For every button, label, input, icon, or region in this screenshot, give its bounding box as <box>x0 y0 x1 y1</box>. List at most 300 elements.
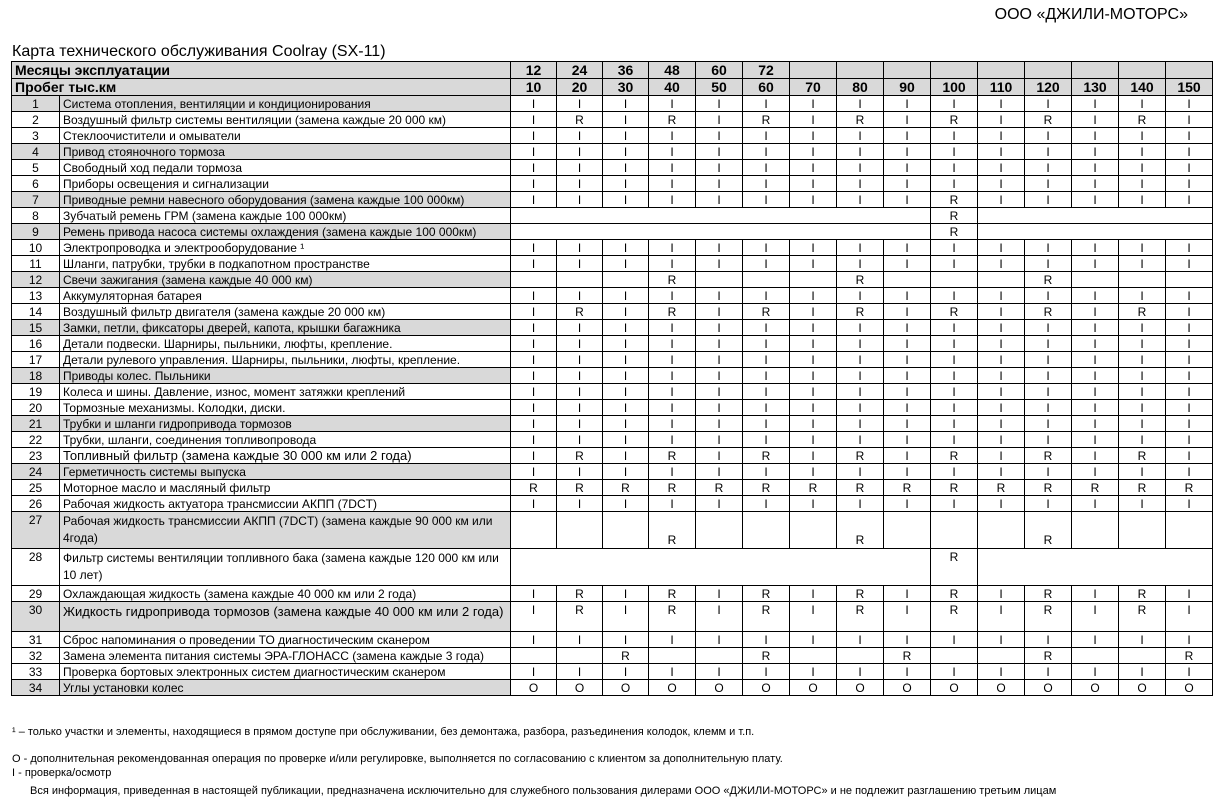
schedule-cell: I <box>1025 664 1072 680</box>
schedule-cell: I <box>511 144 557 160</box>
schedule-cell: R <box>978 480 1025 496</box>
schedule-cell: I <box>649 368 696 384</box>
months-value: 60 <box>696 62 743 79</box>
schedule-cell <box>790 512 837 549</box>
schedule-cell: I <box>1166 352 1213 368</box>
schedule-cell <box>557 512 603 549</box>
row-number: 14 <box>12 304 60 320</box>
schedule-cell: I <box>790 448 837 464</box>
months-value <box>1072 62 1119 79</box>
row-number: 11 <box>12 256 60 272</box>
schedule-cell: I <box>603 160 649 176</box>
table-row <box>12 432 1213 448</box>
schedule-cell <box>511 648 557 664</box>
schedule-cell: I <box>557 632 603 648</box>
schedule-cell: I <box>978 240 1025 256</box>
schedule-cell: I <box>837 336 884 352</box>
schedule-cell: I <box>790 368 837 384</box>
row-description: Ремень привода насоса системы охлаждения (замена каждые 100 000км) <box>60 224 511 240</box>
schedule-cell: I <box>511 496 557 512</box>
schedule-cell: I <box>1119 416 1166 432</box>
schedule-cell: I <box>790 192 837 208</box>
mileage-value: 80 <box>837 79 884 96</box>
schedule-cell: R <box>884 648 931 664</box>
months-value: 12 <box>511 62 557 79</box>
schedule-cell: I <box>1072 256 1119 272</box>
schedule-cell: I <box>1072 192 1119 208</box>
schedule-cell <box>1072 512 1119 549</box>
months-value: 36 <box>603 62 649 79</box>
schedule-cell: I <box>743 416 790 432</box>
schedule-cell: I <box>1166 586 1213 602</box>
schedule-cell: I <box>1119 288 1166 304</box>
schedule-cell: I <box>931 432 978 448</box>
schedule-cell: I <box>931 256 978 272</box>
schedule-cell: I <box>557 320 603 336</box>
schedule-cell: I <box>743 320 790 336</box>
schedule-cell: I <box>603 400 649 416</box>
table-row <box>12 586 1213 602</box>
schedule-cell: I <box>1072 602 1119 632</box>
schedule-cell-100: R <box>931 224 978 240</box>
schedule-cell: I <box>696 632 743 648</box>
row-number: 22 <box>12 432 60 448</box>
schedule-cell: R <box>1166 648 1213 664</box>
schedule-cell: I <box>696 400 743 416</box>
table-row <box>12 368 1213 384</box>
row-number: 26 <box>12 496 60 512</box>
months-value <box>1119 62 1166 79</box>
row-description: Моторное масло и масляный фильтр <box>60 480 511 496</box>
schedule-cell: I <box>931 496 978 512</box>
schedule-cell: R <box>743 448 790 464</box>
schedule-cell: I <box>837 384 884 400</box>
schedule-cell: I <box>1166 400 1213 416</box>
schedule-cell: I <box>743 288 790 304</box>
schedule-cell: R <box>603 480 649 496</box>
schedule-cell: R <box>931 448 978 464</box>
schedule-cell: I <box>884 586 931 602</box>
schedule-cell: I <box>1025 96 1072 112</box>
schedule-cell: I <box>884 368 931 384</box>
schedule-cell: R <box>931 304 978 320</box>
schedule-cell: R <box>837 586 884 602</box>
schedule-cell: R <box>511 480 557 496</box>
schedule-cell: I <box>649 128 696 144</box>
schedule-cell: I <box>1166 160 1213 176</box>
schedule-cell: I <box>511 176 557 192</box>
schedule-cell: I <box>743 336 790 352</box>
schedule-cell: R <box>931 586 978 602</box>
schedule-cell: I <box>884 320 931 336</box>
table-row <box>12 680 1213 696</box>
schedule-cell: I <box>696 368 743 384</box>
schedule-cell: I <box>557 432 603 448</box>
schedule-cell: I <box>649 400 696 416</box>
schedule-cell: I <box>603 112 649 128</box>
row-description: Сброс напоминания о проведении ТО диагностическим сканером <box>60 632 511 648</box>
row-number: 8 <box>12 208 60 224</box>
schedule-cell: I <box>1166 288 1213 304</box>
schedule-cell: I <box>511 160 557 176</box>
schedule-cell: I <box>790 128 837 144</box>
schedule-cell: I <box>978 144 1025 160</box>
schedule-cell: I <box>1119 384 1166 400</box>
schedule-cell: I <box>978 400 1025 416</box>
months-value <box>1025 62 1072 79</box>
schedule-cell: I <box>649 632 696 648</box>
schedule-cell: I <box>931 320 978 336</box>
schedule-cell: I <box>978 416 1025 432</box>
schedule-cell: I <box>884 192 931 208</box>
mileage-value: 130 <box>1072 79 1119 96</box>
schedule-cell: I <box>1166 496 1213 512</box>
schedule-cell: I <box>696 304 743 320</box>
schedule-cell: I <box>649 320 696 336</box>
disclaimer: Вся информация, приведенная в настоящей публикации, предназначена исключительно для служебного пользования дилерами ООО «ДЖИЛИ-МОТОРС» и не подлежит разглашению третьим лицам <box>30 785 1057 797</box>
schedule-cell: I <box>511 664 557 680</box>
schedule-cell: I <box>743 240 790 256</box>
table-row <box>12 664 1213 680</box>
schedule-cell: I <box>978 384 1025 400</box>
mileage-value: 120 <box>1025 79 1072 96</box>
schedule-cell: I <box>1166 432 1213 448</box>
schedule-cell: I <box>696 112 743 128</box>
schedule-cell: R <box>1025 480 1072 496</box>
table-row <box>12 602 1213 632</box>
schedule-cell <box>743 512 790 549</box>
schedule-cell <box>696 512 743 549</box>
schedule-cell: I <box>1025 336 1072 352</box>
schedule-cell: I <box>1166 128 1213 144</box>
schedule-cell: I <box>743 400 790 416</box>
schedule-cell: I <box>884 144 931 160</box>
schedule-cell: I <box>884 464 931 480</box>
merged-empty-cell <box>511 208 931 224</box>
mileage-value: 150 <box>1166 79 1213 96</box>
schedule-cell: I <box>884 384 931 400</box>
schedule-cell: I <box>1119 240 1166 256</box>
schedule-cell: I <box>1072 304 1119 320</box>
row-number: 18 <box>12 368 60 384</box>
months-value <box>931 62 978 79</box>
schedule-cell: I <box>884 96 931 112</box>
schedule-cell: I <box>603 336 649 352</box>
row-number: 4 <box>12 144 60 160</box>
schedule-cell: I <box>978 602 1025 632</box>
schedule-cell: I <box>1119 352 1166 368</box>
footnote: ¹ – только участки и элементы, находящиеся в прямом доступе при обслуживании, без демонтажа, разбора, разъединения колодок, клемм и т.п. <box>12 726 755 738</box>
schedule-cell: R <box>931 602 978 632</box>
schedule-cell: I <box>743 176 790 192</box>
merged-empty-cell <box>511 549 931 586</box>
schedule-cell: I <box>696 240 743 256</box>
schedule-cell: I <box>1166 176 1213 192</box>
row-description: Детали подвески. Шарниры, пыльники, люфты, крепление. <box>60 336 511 352</box>
schedule-cell: I <box>790 602 837 632</box>
schedule-cell: I <box>649 432 696 448</box>
schedule-cell: R <box>557 602 603 632</box>
schedule-cell: R <box>649 602 696 632</box>
schedule-cell <box>790 648 837 664</box>
row-description: Рабочая жидкость актуатора трансмиссии АКПП (7DCT) <box>60 496 511 512</box>
months-value <box>837 62 884 79</box>
schedule-cell: I <box>743 128 790 144</box>
schedule-cell: I <box>649 288 696 304</box>
row-description: Свободный ход педали тормоза <box>60 160 511 176</box>
schedule-cell: I <box>1119 96 1166 112</box>
schedule-cell: I <box>1025 496 1072 512</box>
schedule-cell: I <box>603 128 649 144</box>
schedule-cell <box>1119 512 1166 549</box>
schedule-cell: I <box>1072 336 1119 352</box>
schedule-cell: R <box>1025 112 1072 128</box>
schedule-cell: R <box>1119 304 1166 320</box>
schedule-cell: I <box>649 664 696 680</box>
schedule-cell: I <box>790 176 837 192</box>
schedule-cell: R <box>1119 480 1166 496</box>
table-row <box>12 272 1213 288</box>
schedule-cell: I <box>696 176 743 192</box>
row-description: Углы установки колес <box>60 680 511 696</box>
schedule-cell: I <box>1025 352 1072 368</box>
schedule-cell: O <box>931 680 978 696</box>
schedule-cell: I <box>603 304 649 320</box>
schedule-cell: I <box>1119 160 1166 176</box>
schedule-cell: I <box>931 240 978 256</box>
row-number: 24 <box>12 464 60 480</box>
schedule-cell: I <box>649 144 696 160</box>
schedule-cell: I <box>931 384 978 400</box>
schedule-cell: R <box>1025 648 1072 664</box>
schedule-cell: I <box>511 288 557 304</box>
months-value: 24 <box>557 62 603 79</box>
schedule-cell: I <box>511 352 557 368</box>
schedule-cell: I <box>743 384 790 400</box>
schedule-cell: R <box>743 304 790 320</box>
schedule-cell: I <box>884 352 931 368</box>
schedule-cell: I <box>1025 400 1072 416</box>
schedule-cell: I <box>1025 416 1072 432</box>
row-description: Трубки, шланги, соединения топливопровода <box>60 432 511 448</box>
schedule-cell: I <box>696 144 743 160</box>
schedule-cell: I <box>649 496 696 512</box>
schedule-cell: I <box>1025 240 1072 256</box>
row-number: 27 <box>12 512 60 549</box>
row-description: Приводы колес. Пыльники <box>60 368 511 384</box>
months-value <box>884 62 931 79</box>
schedule-cell: I <box>1119 336 1166 352</box>
schedule-cell <box>931 648 978 664</box>
schedule-cell: I <box>511 632 557 648</box>
schedule-cell: I <box>603 384 649 400</box>
schedule-cell: R <box>837 602 884 632</box>
schedule-cell: I <box>603 416 649 432</box>
schedule-cell: I <box>884 128 931 144</box>
schedule-cell: I <box>511 368 557 384</box>
schedule-cell: I <box>931 352 978 368</box>
row-description: Жидкость гидропривода тормозов (замена каждые 40 000 км или 2 года) <box>60 602 511 632</box>
schedule-cell: R <box>1119 586 1166 602</box>
row-description: Свечи зажигания (замена каждые 40 000 км) <box>60 272 511 288</box>
row-number: 13 <box>12 288 60 304</box>
row-description: Охлаждающая жидкость (замена каждые 40 000 км или 2 года) <box>60 586 511 602</box>
table-row <box>12 192 1213 208</box>
schedule-cell: O <box>649 680 696 696</box>
row-number: 34 <box>12 680 60 696</box>
schedule-cell: I <box>603 192 649 208</box>
schedule-cell: I <box>790 96 837 112</box>
schedule-cell: I <box>1025 176 1072 192</box>
schedule-cell: I <box>696 256 743 272</box>
schedule-cell: I <box>1119 144 1166 160</box>
schedule-cell: I <box>1166 464 1213 480</box>
schedule-cell: I <box>790 496 837 512</box>
schedule-cell: I <box>978 352 1025 368</box>
row-number: 28 <box>12 549 60 586</box>
table-row <box>12 448 1213 464</box>
schedule-cell: R <box>649 304 696 320</box>
schedule-cell: I <box>884 400 931 416</box>
schedule-cell: I <box>978 304 1025 320</box>
schedule-cell: O <box>1072 680 1119 696</box>
schedule-cell: I <box>1072 432 1119 448</box>
schedule-cell: I <box>743 352 790 368</box>
row-description: Герметичность системы выпуска <box>60 464 511 480</box>
schedule-cell: I <box>931 288 978 304</box>
schedule-cell: I <box>790 352 837 368</box>
schedule-cell: I <box>557 144 603 160</box>
row-number: 17 <box>12 352 60 368</box>
schedule-cell: I <box>884 304 931 320</box>
schedule-cell: I <box>557 352 603 368</box>
schedule-cell: I <box>1025 128 1072 144</box>
schedule-cell: O <box>790 680 837 696</box>
row-description: Проверка бортовых электронных систем диагностическим сканером <box>60 664 511 680</box>
schedule-cell: I <box>978 288 1025 304</box>
schedule-cell <box>743 272 790 288</box>
schedule-cell: I <box>1025 192 1072 208</box>
schedule-cell: I <box>557 96 603 112</box>
merged-empty-cell <box>978 224 1213 240</box>
schedule-cell: R <box>649 448 696 464</box>
schedule-cell: R <box>743 480 790 496</box>
schedule-cell: R <box>557 448 603 464</box>
schedule-cell: I <box>1072 320 1119 336</box>
schedule-cell: I <box>790 384 837 400</box>
schedule-cell: I <box>1072 176 1119 192</box>
row-number: 15 <box>12 320 60 336</box>
schedule-cell: R <box>743 112 790 128</box>
schedule-cell: I <box>511 96 557 112</box>
schedule-cell: R <box>557 586 603 602</box>
schedule-cell: R <box>884 480 931 496</box>
schedule-cell-100: R <box>931 549 978 586</box>
schedule-cell: I <box>557 368 603 384</box>
schedule-cell <box>511 512 557 549</box>
schedule-cell: I <box>1072 448 1119 464</box>
schedule-cell <box>511 272 557 288</box>
schedule-cell: I <box>978 448 1025 464</box>
table-row <box>12 176 1213 192</box>
row-description: Воздушный фильтр системы вентиляции (замена каждые 20 000 км) <box>60 112 511 128</box>
schedule-cell: I <box>790 664 837 680</box>
schedule-cell: I <box>1166 320 1213 336</box>
schedule-cell: I <box>837 664 884 680</box>
schedule-cell: I <box>931 416 978 432</box>
schedule-cell <box>1072 272 1119 288</box>
schedule-cell: I <box>837 400 884 416</box>
schedule-cell: I <box>511 586 557 602</box>
row-number: 7 <box>12 192 60 208</box>
schedule-cell <box>884 272 931 288</box>
row-description: Детали рулевого управления. Шарниры, пыльники, люфты, крепление. <box>60 352 511 368</box>
schedule-cell: I <box>511 432 557 448</box>
schedule-cell: I <box>1072 112 1119 128</box>
schedule-cell: I <box>884 496 931 512</box>
schedule-cell: I <box>837 240 884 256</box>
schedule-cell: I <box>557 128 603 144</box>
row-description: Замена элемента питания системы ЭРА-ГЛОНАСС (замена каждые 3 года) <box>60 648 511 664</box>
schedule-cell: I <box>837 288 884 304</box>
schedule-cell: I <box>1119 632 1166 648</box>
schedule-cell: R <box>649 512 696 549</box>
schedule-cell: R <box>837 480 884 496</box>
schedule-cell: I <box>511 602 557 632</box>
schedule-cell: I <box>978 320 1025 336</box>
schedule-cell: R <box>1025 586 1072 602</box>
schedule-cell: I <box>931 632 978 648</box>
row-number: 32 <box>12 648 60 664</box>
schedule-cell: I <box>1072 586 1119 602</box>
row-description: Топливный фильтр (замена каждые 30 000 км или 2 года) <box>60 448 511 464</box>
schedule-cell: I <box>696 384 743 400</box>
schedule-cell: I <box>1119 192 1166 208</box>
schedule-cell: I <box>931 144 978 160</box>
table-row <box>12 224 1213 240</box>
schedule-cell: I <box>931 464 978 480</box>
row-description: Трубки и шланги гидропривода тормозов <box>60 416 511 432</box>
schedule-cell: I <box>1025 632 1072 648</box>
schedule-cell: I <box>978 112 1025 128</box>
schedule-cell: I <box>1072 416 1119 432</box>
row-number: 30 <box>12 602 60 632</box>
schedule-cell: I <box>649 176 696 192</box>
schedule-cell: I <box>978 664 1025 680</box>
schedule-cell: I <box>1166 416 1213 432</box>
schedule-cell: I <box>978 336 1025 352</box>
schedule-cell: I <box>557 416 603 432</box>
schedule-cell: I <box>1072 664 1119 680</box>
schedule-cell: I <box>884 664 931 680</box>
schedule-cell: I <box>603 256 649 272</box>
schedule-cell: I <box>1072 288 1119 304</box>
schedule-cell <box>603 512 649 549</box>
mileage-value: 30 <box>603 79 649 96</box>
schedule-cell: I <box>557 256 603 272</box>
schedule-cell: R <box>743 648 790 664</box>
schedule-cell: I <box>1072 160 1119 176</box>
schedule-cell: I <box>649 464 696 480</box>
schedule-cell: I <box>1166 448 1213 464</box>
schedule-cell: I <box>837 160 884 176</box>
schedule-cell: I <box>931 336 978 352</box>
schedule-cell: I <box>743 160 790 176</box>
schedule-cell: R <box>837 304 884 320</box>
schedule-cell: I <box>557 384 603 400</box>
schedule-cell: I <box>978 192 1025 208</box>
schedule-cell: R <box>837 112 884 128</box>
